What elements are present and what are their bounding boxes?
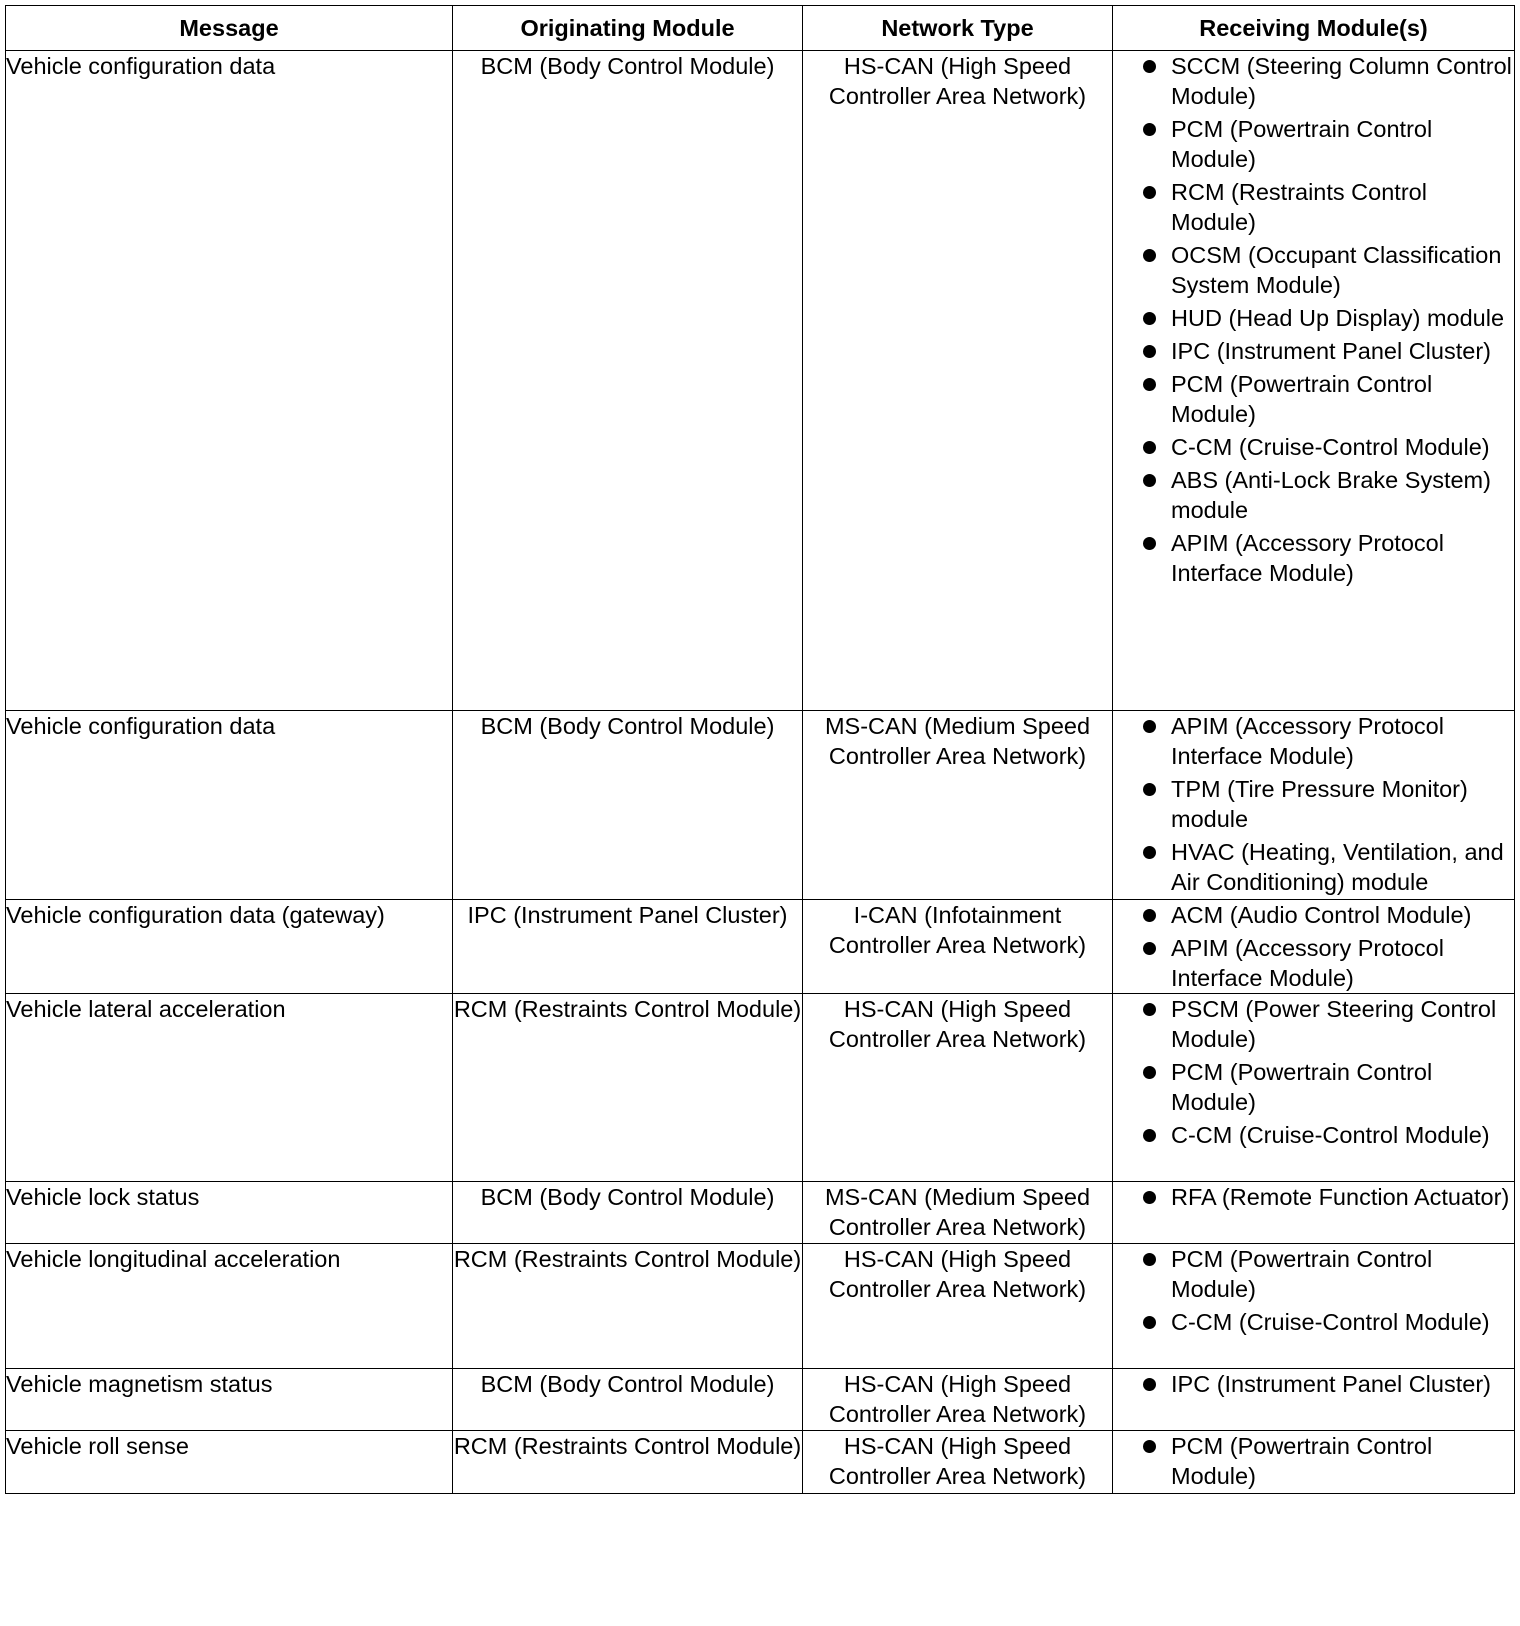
network-type-cell: MS-CAN (Medium Speed Controller Area Network) xyxy=(803,1182,1113,1244)
bullet-icon xyxy=(1143,1191,1156,1204)
bullet-icon xyxy=(1143,186,1156,199)
header-receiving-modules: Receiving Module(s) xyxy=(1113,6,1515,51)
receiving-module-item xyxy=(1113,1057,1514,1117)
receiving-module-item xyxy=(1113,933,1514,993)
receiving-module-text: IPC (Instrument Panel Cluster) xyxy=(1171,1371,1491,1397)
bullet-icon xyxy=(1143,312,1156,325)
receiving-module-item xyxy=(1113,774,1514,834)
network-type-cell: HS-CAN (High Speed Controller Area Network) xyxy=(803,994,1113,1182)
message-table xyxy=(5,5,1515,1494)
bullet-icon xyxy=(1143,537,1156,550)
table-header-row xyxy=(6,6,1515,51)
receiving-modules-cell xyxy=(1113,1182,1515,1244)
receiving-module-item xyxy=(1113,1182,1514,1212)
bullet-icon xyxy=(1143,1316,1156,1329)
receiving-module-text: APIM (Accessory Protocol Interface Module) xyxy=(1171,530,1444,586)
network-type-cell: HS-CAN (High Speed Controller Area Network) xyxy=(803,1244,1113,1369)
receiving-module-item xyxy=(1113,1244,1514,1304)
receiving-module-text: PSCM (Power Steering Control Module) xyxy=(1171,996,1497,1052)
originating-module-cell: BCM (Body Control Module) xyxy=(453,1182,803,1244)
receiving-module-item xyxy=(1113,465,1514,525)
table-row xyxy=(6,994,1515,1182)
bullet-icon xyxy=(1143,1378,1156,1391)
message-cell: Vehicle configuration data xyxy=(6,711,453,900)
table-row xyxy=(6,711,1515,900)
receiving-module-item xyxy=(1113,114,1514,174)
receiving-module-item xyxy=(1113,432,1514,462)
network-type-cell: MS-CAN (Medium Speed Controller Area Network) xyxy=(803,711,1113,900)
message-cell: Vehicle magnetism status xyxy=(6,1369,453,1431)
bullet-icon xyxy=(1143,378,1156,391)
bullet-icon xyxy=(1143,345,1156,358)
receiving-module-item xyxy=(1113,1431,1514,1491)
receiving-module-list xyxy=(1113,1244,1514,1337)
message-cell: Vehicle roll sense xyxy=(6,1431,453,1494)
table-row xyxy=(6,51,1515,711)
table-row xyxy=(6,1182,1515,1244)
network-type-cell: HS-CAN (High Speed Controller Area Network) xyxy=(803,1369,1113,1431)
receiving-modules-cell xyxy=(1113,1244,1515,1369)
receiving-module-item xyxy=(1113,1369,1514,1399)
receiving-module-item xyxy=(1113,1120,1514,1150)
receiving-module-item xyxy=(1113,994,1514,1054)
receiving-module-text: SCCM (Steering Column Control Module) xyxy=(1171,53,1512,109)
receiving-module-text: ACM (Audio Control Module) xyxy=(1171,902,1472,928)
bullet-icon xyxy=(1143,1440,1156,1453)
originating-module-cell: BCM (Body Control Module) xyxy=(453,1369,803,1431)
receiving-modules-cell xyxy=(1113,1431,1515,1494)
table-row xyxy=(6,900,1515,994)
receiving-module-item xyxy=(1113,240,1514,300)
message-cell: Vehicle lock status xyxy=(6,1182,453,1244)
receiving-modules-cell xyxy=(1113,711,1515,900)
message-cell: Vehicle configuration data xyxy=(6,51,453,711)
receiving-module-text: C-CM (Cruise-Control Module) xyxy=(1171,1309,1490,1335)
bullet-icon xyxy=(1143,474,1156,487)
originating-module-cell: BCM (Body Control Module) xyxy=(453,51,803,711)
bullet-icon xyxy=(1143,942,1156,955)
receiving-module-text: APIM (Accessory Protocol Interface Module) xyxy=(1171,713,1444,769)
network-type-cell: I-CAN (Infotainment Controller Area Network) xyxy=(803,900,1113,994)
receiving-module-text: RCM (Restraints Control Module) xyxy=(1171,179,1427,235)
receiving-module-item xyxy=(1113,837,1514,897)
receiving-module-text: TPM (Tire Pressure Monitor) module xyxy=(1171,776,1468,832)
receiving-module-text: PCM (Powertrain Control Module) xyxy=(1171,116,1433,172)
bullet-icon xyxy=(1143,909,1156,922)
header-message: Message xyxy=(6,6,453,51)
originating-module-cell: RCM (Restraints Control Module) xyxy=(453,1431,803,1494)
receiving-modules-cell xyxy=(1113,994,1515,1182)
network-type-cell: HS-CAN (High Speed Controller Area Network) xyxy=(803,1431,1113,1494)
receiving-module-text: IPC (Instrument Panel Cluster) xyxy=(1171,338,1491,364)
originating-module-cell: IPC (Instrument Panel Cluster) xyxy=(453,900,803,994)
message-cell: Vehicle longitudinal acceleration xyxy=(6,1244,453,1369)
receiving-module-item xyxy=(1113,336,1514,366)
table-row xyxy=(6,1431,1515,1494)
receiving-module-list xyxy=(1113,51,1514,588)
bullet-icon xyxy=(1143,441,1156,454)
bullet-icon xyxy=(1143,1003,1156,1016)
receiving-module-item xyxy=(1113,303,1514,333)
bullet-icon xyxy=(1143,720,1156,733)
bullet-icon xyxy=(1143,249,1156,262)
bullet-icon xyxy=(1143,783,1156,796)
bullet-icon xyxy=(1143,846,1156,859)
header-originating-module: Originating Module xyxy=(453,6,803,51)
bullet-icon xyxy=(1143,60,1156,73)
receiving-module-list xyxy=(1113,1431,1514,1491)
receiving-modules-cell xyxy=(1113,1369,1515,1431)
receiving-module-text: OCSM (Occupant Classification System Module) xyxy=(1171,242,1502,298)
table-row xyxy=(6,1244,1515,1369)
table-row xyxy=(6,1369,1515,1431)
receiving-module-text: PCM (Powertrain Control Module) xyxy=(1171,1246,1433,1302)
originating-module-cell: BCM (Body Control Module) xyxy=(453,711,803,900)
bullet-icon xyxy=(1143,1066,1156,1079)
receiving-module-item xyxy=(1113,177,1514,237)
bullet-icon xyxy=(1143,1129,1156,1142)
receiving-module-item xyxy=(1113,1307,1514,1337)
header-network-type: Network Type xyxy=(803,6,1113,51)
receiving-module-text: ABS (Anti-Lock Brake System) module xyxy=(1171,467,1491,523)
bullet-icon xyxy=(1143,1253,1156,1266)
receiving-modules-cell xyxy=(1113,900,1515,994)
receiving-module-text: APIM (Accessory Protocol Interface Module) xyxy=(1171,935,1444,991)
receiving-module-text: PCM (Powertrain Control Module) xyxy=(1171,371,1433,427)
receiving-modules-cell xyxy=(1113,51,1515,711)
receiving-module-text: PCM (Powertrain Control Module) xyxy=(1171,1433,1433,1489)
receiving-module-item xyxy=(1113,900,1514,930)
bullet-icon xyxy=(1143,123,1156,136)
originating-module-cell: RCM (Restraints Control Module) xyxy=(453,994,803,1182)
originating-module-cell: RCM (Restraints Control Module) xyxy=(453,1244,803,1369)
receiving-module-list xyxy=(1113,1369,1514,1399)
message-cell: Vehicle lateral acceleration xyxy=(6,994,453,1182)
network-type-cell: HS-CAN (High Speed Controller Area Network) xyxy=(803,51,1113,711)
receiving-module-list xyxy=(1113,994,1514,1150)
receiving-module-list xyxy=(1113,711,1514,897)
receiving-module-text: HUD (Head Up Display) module xyxy=(1171,305,1505,331)
receiving-module-item xyxy=(1113,711,1514,771)
receiving-module-text: RFA (Remote Function Actuator) xyxy=(1171,1184,1510,1210)
receiving-module-list xyxy=(1113,1182,1514,1212)
receiving-module-text: C-CM (Cruise-Control Module) xyxy=(1171,434,1490,460)
receiving-module-text: HVAC (Heating, Ventilation, and Air Conditioning) module xyxy=(1171,839,1504,895)
receiving-module-item xyxy=(1113,369,1514,429)
receiving-module-item xyxy=(1113,51,1514,111)
receiving-module-text: C-CM (Cruise-Control Module) xyxy=(1171,1122,1490,1148)
receiving-module-list xyxy=(1113,900,1514,993)
receiving-module-text: PCM (Powertrain Control Module) xyxy=(1171,1059,1433,1115)
receiving-module-item xyxy=(1113,528,1514,588)
message-cell: Vehicle configuration data (gateway) xyxy=(6,900,453,994)
